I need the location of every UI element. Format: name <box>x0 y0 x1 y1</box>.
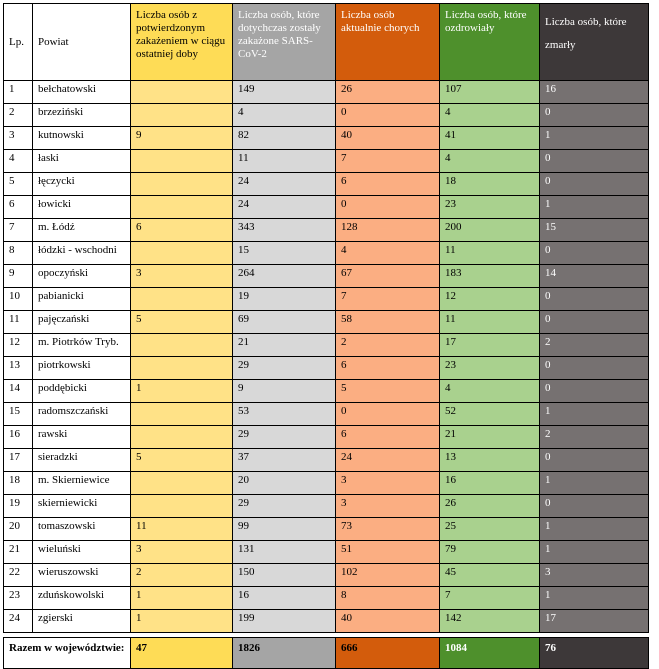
cell-lp: 10 <box>4 288 33 311</box>
table-row <box>4 564 649 587</box>
cell-new-cases: 3 <box>131 541 233 564</box>
cell-lp: 14 <box>4 380 33 403</box>
cell-currently-sick: 8 <box>336 587 440 610</box>
cell-total-infected: 21 <box>233 334 336 357</box>
cell-deaths: 0 <box>540 380 649 403</box>
cell-lp: 23 <box>4 587 33 610</box>
covid-statistics-table <box>3 3 649 669</box>
table-row <box>4 380 649 403</box>
cell-lp: 4 <box>4 150 33 173</box>
cell-currently-sick: 102 <box>336 564 440 587</box>
cell-total-infected: 264 <box>233 265 336 288</box>
cell-lp: 17 <box>4 449 33 472</box>
cell-powiat: m. Piotrków Tryb. <box>33 334 131 357</box>
cell-total-infected: 19 <box>233 288 336 311</box>
table-row <box>4 357 649 380</box>
header-lp: Lp. <box>4 4 33 81</box>
cell-total-infected: 99 <box>233 518 336 541</box>
cell-currently-sick: 3 <box>336 472 440 495</box>
cell-recovered: 12 <box>440 288 540 311</box>
cell-new-cases: 5 <box>131 311 233 334</box>
cell-powiat: radomszczański <box>33 403 131 426</box>
table-row <box>4 288 649 311</box>
cell-deaths: 0 <box>540 242 649 265</box>
cell-currently-sick: 67 <box>336 265 440 288</box>
cell-new-cases <box>131 196 233 219</box>
header-deaths-line1: Liczba osób, które <box>545 16 627 28</box>
cell-lp: 19 <box>4 495 33 518</box>
cell-powiat: m. Łódź <box>33 219 131 242</box>
cell-currently-sick: 4 <box>336 242 440 265</box>
cell-total-infected: 131 <box>233 541 336 564</box>
cell-lp: 1 <box>4 81 33 104</box>
cell-currently-sick: 5 <box>336 380 440 403</box>
cell-total-infected: 16 <box>233 587 336 610</box>
cell-deaths: 0 <box>540 495 649 518</box>
cell-total-infected: 69 <box>233 311 336 334</box>
table-row <box>4 472 649 495</box>
cell-deaths: 0 <box>540 104 649 127</box>
cell-total-infected: 15 <box>233 242 336 265</box>
cell-powiat: kutnowski <box>33 127 131 150</box>
cell-currently-sick: 6 <box>336 426 440 449</box>
cell-powiat: brzeziński <box>33 104 131 127</box>
table-row <box>4 610 649 633</box>
cell-total-infected: 150 <box>233 564 336 587</box>
cell-powiat: zgierski <box>33 610 131 633</box>
cell-deaths: 15 <box>540 219 649 242</box>
cell-deaths: 1 <box>540 587 649 610</box>
cell-currently-sick: 0 <box>336 196 440 219</box>
cell-new-cases: 1 <box>131 380 233 403</box>
cell-total-infected: 29 <box>233 495 336 518</box>
totals-total-infected: 1826 <box>233 638 336 669</box>
cell-new-cases <box>131 104 233 127</box>
cell-recovered: 45 <box>440 564 540 587</box>
cell-recovered: 21 <box>440 426 540 449</box>
cell-currently-sick: 40 <box>336 610 440 633</box>
cell-currently-sick: 24 <box>336 449 440 472</box>
header-currently-sick: Liczba osób aktualnie chorych <box>336 4 440 81</box>
table-row <box>4 81 649 104</box>
table-row <box>4 403 649 426</box>
cell-powiat: zduńskowolski <box>33 587 131 610</box>
table-row <box>4 334 649 357</box>
cell-total-infected: 24 <box>233 196 336 219</box>
cell-new-cases: 3 <box>131 265 233 288</box>
cell-total-infected: 343 <box>233 219 336 242</box>
cell-total-infected: 20 <box>233 472 336 495</box>
cell-total-infected: 53 <box>233 403 336 426</box>
cell-powiat: bełchatowski <box>33 81 131 104</box>
cell-powiat: tomaszowski <box>33 518 131 541</box>
cell-total-infected: 9 <box>233 380 336 403</box>
cell-new-cases: 1 <box>131 610 233 633</box>
cell-new-cases: 9 <box>131 127 233 150</box>
cell-currently-sick: 6 <box>336 173 440 196</box>
header-deaths-line2: zmarły <box>545 39 576 51</box>
header-new-cases: Liczba osób z potwierdzonym zakażeniem w ciągu ostatniej doby <box>131 4 233 81</box>
cell-powiat: piotrkowski <box>33 357 131 380</box>
cell-deaths: 1 <box>540 472 649 495</box>
cell-recovered: 25 <box>440 518 540 541</box>
cell-lp: 12 <box>4 334 33 357</box>
cell-deaths: 1 <box>540 403 649 426</box>
cell-lp: 16 <box>4 426 33 449</box>
table-row <box>4 127 649 150</box>
cell-deaths: 16 <box>540 81 649 104</box>
cell-lp: 7 <box>4 219 33 242</box>
cell-recovered: 17 <box>440 334 540 357</box>
table-row <box>4 495 649 518</box>
cell-lp: 21 <box>4 541 33 564</box>
cell-lp: 2 <box>4 104 33 127</box>
cell-deaths: 0 <box>540 357 649 380</box>
cell-new-cases <box>131 242 233 265</box>
header-total-infected: Liczba osób, które dotychczas zostały zakażone SARS-CoV-2 <box>233 4 336 81</box>
table-body <box>4 81 649 633</box>
cell-recovered: 11 <box>440 242 540 265</box>
cell-total-infected: 29 <box>233 426 336 449</box>
cell-deaths: 14 <box>540 265 649 288</box>
cell-new-cases <box>131 403 233 426</box>
cell-new-cases <box>131 472 233 495</box>
table-row <box>4 449 649 472</box>
cell-recovered: 41 <box>440 127 540 150</box>
cell-new-cases: 2 <box>131 564 233 587</box>
cell-lp: 11 <box>4 311 33 334</box>
cell-total-infected: 4 <box>233 104 336 127</box>
header-powiat: Powiat <box>33 4 131 81</box>
totals-deaths: 76 <box>540 638 649 669</box>
cell-deaths: 1 <box>540 127 649 150</box>
cell-new-cases: 6 <box>131 219 233 242</box>
cell-lp: 3 <box>4 127 33 150</box>
totals-label: Razem w województwie: <box>4 638 131 669</box>
cell-powiat: rawski <box>33 426 131 449</box>
header-deaths <box>540 4 649 81</box>
cell-lp: 18 <box>4 472 33 495</box>
cell-total-infected: 11 <box>233 150 336 173</box>
cell-deaths: 0 <box>540 311 649 334</box>
cell-new-cases <box>131 150 233 173</box>
cell-deaths: 1 <box>540 196 649 219</box>
cell-deaths: 0 <box>540 449 649 472</box>
cell-new-cases <box>131 495 233 518</box>
cell-recovered: 200 <box>440 219 540 242</box>
cell-powiat: pabianicki <box>33 288 131 311</box>
table-row <box>4 196 649 219</box>
cell-powiat: łęczycki <box>33 173 131 196</box>
cell-lp: 5 <box>4 173 33 196</box>
cell-powiat: skierniewicki <box>33 495 131 518</box>
cell-total-infected: 24 <box>233 173 336 196</box>
cell-lp: 15 <box>4 403 33 426</box>
table-row <box>4 104 649 127</box>
cell-currently-sick: 0 <box>336 403 440 426</box>
cell-powiat: sieradzki <box>33 449 131 472</box>
cell-currently-sick: 73 <box>336 518 440 541</box>
table-row <box>4 173 649 196</box>
cell-total-infected: 82 <box>233 127 336 150</box>
cell-new-cases <box>131 173 233 196</box>
cell-recovered: 4 <box>440 380 540 403</box>
cell-powiat: łódzki - wschodni <box>33 242 131 265</box>
totals-new-cases: 47 <box>131 638 233 669</box>
cell-recovered: 11 <box>440 311 540 334</box>
totals-currently-sick: 666 <box>336 638 440 669</box>
cell-deaths: 2 <box>540 426 649 449</box>
cell-recovered: 107 <box>440 81 540 104</box>
cell-recovered: 183 <box>440 265 540 288</box>
cell-total-infected: 37 <box>233 449 336 472</box>
cell-deaths: 1 <box>540 518 649 541</box>
cell-powiat: wieluński <box>33 541 131 564</box>
cell-new-cases <box>131 81 233 104</box>
cell-total-infected: 29 <box>233 357 336 380</box>
cell-deaths: 17 <box>540 610 649 633</box>
cell-currently-sick: 2 <box>336 334 440 357</box>
table-row <box>4 311 649 334</box>
table-row <box>4 587 649 610</box>
cell-powiat: pajęczański <box>33 311 131 334</box>
cell-new-cases: 5 <box>131 449 233 472</box>
cell-powiat: łowicki <box>33 196 131 219</box>
cell-recovered: 4 <box>440 104 540 127</box>
table-row <box>4 242 649 265</box>
table-header <box>4 4 649 81</box>
cell-currently-sick: 51 <box>336 541 440 564</box>
table-row <box>4 518 649 541</box>
cell-deaths: 0 <box>540 150 649 173</box>
cell-currently-sick: 7 <box>336 288 440 311</box>
totals-row <box>4 638 649 669</box>
cell-new-cases <box>131 334 233 357</box>
cell-lp: 20 <box>4 518 33 541</box>
cell-currently-sick: 58 <box>336 311 440 334</box>
cell-lp: 6 <box>4 196 33 219</box>
table-row <box>4 265 649 288</box>
cell-recovered: 7 <box>440 587 540 610</box>
cell-deaths: 0 <box>540 288 649 311</box>
cell-recovered: 13 <box>440 449 540 472</box>
cell-powiat: m. Skierniewice <box>33 472 131 495</box>
cell-currently-sick: 0 <box>336 104 440 127</box>
cell-deaths: 2 <box>540 334 649 357</box>
cell-currently-sick: 7 <box>336 150 440 173</box>
table-row <box>4 541 649 564</box>
cell-currently-sick: 6 <box>336 357 440 380</box>
header-row <box>4 4 649 81</box>
cell-recovered: 79 <box>440 541 540 564</box>
cell-lp: 8 <box>4 242 33 265</box>
cell-powiat: poddębicki <box>33 380 131 403</box>
cell-new-cases: 1 <box>131 587 233 610</box>
cell-powiat: opoczyński <box>33 265 131 288</box>
cell-recovered: 16 <box>440 472 540 495</box>
table-row <box>4 219 649 242</box>
cell-deaths: 0 <box>540 173 649 196</box>
table-footer <box>4 633 649 669</box>
cell-recovered: 26 <box>440 495 540 518</box>
cell-total-infected: 149 <box>233 81 336 104</box>
cell-currently-sick: 26 <box>336 81 440 104</box>
table-row <box>4 150 649 173</box>
cell-powiat: wieruszowski <box>33 564 131 587</box>
cell-total-infected: 199 <box>233 610 336 633</box>
cell-currently-sick: 128 <box>336 219 440 242</box>
cell-recovered: 23 <box>440 357 540 380</box>
cell-lp: 24 <box>4 610 33 633</box>
cell-recovered: 18 <box>440 173 540 196</box>
cell-recovered: 4 <box>440 150 540 173</box>
header-recovered: Liczba osób, które ozdrowiały <box>440 4 540 81</box>
cell-powiat: łaski <box>33 150 131 173</box>
totals-recovered: 1084 <box>440 638 540 669</box>
cell-new-cases: 11 <box>131 518 233 541</box>
cell-deaths: 1 <box>540 541 649 564</box>
cell-new-cases <box>131 426 233 449</box>
cell-new-cases <box>131 288 233 311</box>
cell-lp: 9 <box>4 265 33 288</box>
cell-currently-sick: 3 <box>336 495 440 518</box>
cell-currently-sick: 40 <box>336 127 440 150</box>
cell-recovered: 142 <box>440 610 540 633</box>
cell-recovered: 23 <box>440 196 540 219</box>
cell-deaths: 3 <box>540 564 649 587</box>
cell-lp: 13 <box>4 357 33 380</box>
cell-recovered: 52 <box>440 403 540 426</box>
cell-new-cases <box>131 357 233 380</box>
table-row <box>4 426 649 449</box>
cell-lp: 22 <box>4 564 33 587</box>
